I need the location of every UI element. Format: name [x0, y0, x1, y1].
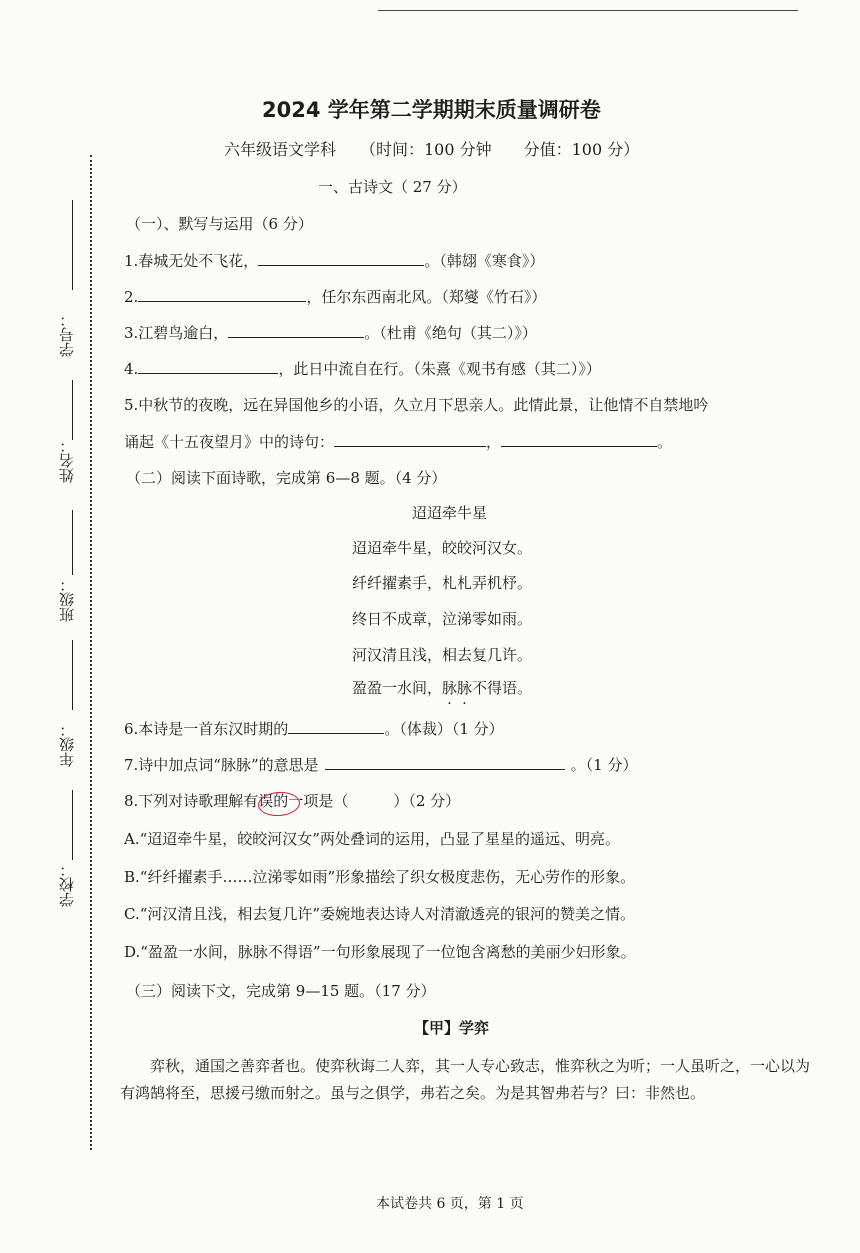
option-c: C.“河汉清且浅，相去复几许”委婉地表达诗人对清澈透亮的银河的赞美之情。 [124, 905, 636, 923]
poem-line-4: 河汉清且浅，相去复几许。 [352, 646, 533, 664]
q6-prompt: 6.本诗是一首东汉时期的 [124, 720, 289, 738]
q2-source: ，任尔东西南北风。（郑燮《竹石》） [306, 288, 547, 306]
q5-prompt: 诵起《十五夜望月》中的诗句： [124, 433, 335, 451]
q7-prompt: 7.诗中加点词“脉脉”的意思是 [124, 756, 319, 774]
question-3 [124, 322, 537, 344]
q1-prompt: 1.春城无处不飞花， [124, 252, 259, 270]
q4-answer-blank[interactable] [138, 359, 278, 374]
class-label: 班级： [58, 577, 76, 622]
question-2 [124, 286, 546, 308]
poem-line-3: 终日不成章，泣涕零如雨。 [352, 610, 533, 628]
q5-answer-blank-2[interactable] [501, 432, 657, 447]
page-title: 2024 学年第二学期期末质量调研卷 [262, 98, 601, 122]
subtitle: 六年级语文学科 （时间：100 分钟 分值：100 分） [224, 140, 640, 159]
q6-answer-blank[interactable] [288, 719, 384, 734]
q2-prompt: 2. [124, 288, 139, 306]
q4-source: ，此日中流自在行。（朱熹《观书有感（其二）》） [278, 360, 601, 378]
poem-line-5-start: 盈盈一水间， [352, 679, 443, 697]
poem-line-1: 迢迢牵牛星，皎皎河汉女。 [352, 539, 533, 557]
emphasis-char-1: 脉 [442, 679, 458, 697]
q3-answer-blank[interactable] [228, 323, 364, 338]
q5-period: 。 [657, 433, 673, 451]
part1-heading: （一）、默写与运用（6 分） [126, 215, 313, 233]
poem-line-5-end: 不得语。 [472, 679, 533, 697]
emphasis-char-2: 脉 [457, 679, 473, 697]
name-label: 姓名： [58, 438, 76, 483]
q3-source: 。（杜甫《绝句（其二）》） [364, 324, 537, 342]
option-a: A.“迢迢牵牛星，皎皎河汉女”两处叠词的运用，凸显了星星的遥远、明亮。 [124, 830, 620, 848]
id-underline [72, 200, 73, 290]
section-heading: 一、古诗文（ 27 分） [318, 178, 467, 196]
class-underline [72, 510, 73, 575]
q6-points: 。（体裁）（1 分） [384, 720, 504, 738]
poem-title: 迢迢牵牛星 [412, 504, 488, 522]
q7-points: 。（1 分） [570, 756, 638, 774]
question-8: 8.下列对诗歌理解有误的一项是（ ）（2 分） [124, 792, 461, 810]
q1-source: 。（韩翃《寒食》） [424, 252, 545, 270]
option-b: B.“纤纤擢素手……泣涕零如雨”形象描绘了织女极度悲伤，无心劳作的形象。 [124, 868, 636, 886]
poem-line-5 [352, 677, 532, 699]
option-d: D.“盈盈一水间，脉脉不得语”一句形象展现了一位饱含离愁的美丽少妇形象。 [124, 943, 636, 961]
q5-comma: ， [486, 433, 502, 451]
question-5-line1: 5.中秋节的夜晚，远在异国他乡的小语，久立月下思亲人。此情此景，让他情不自禁地吟 [124, 396, 709, 414]
grade-underline [72, 640, 73, 710]
q1-answer-blank[interactable] [258, 251, 424, 266]
question-4 [124, 358, 601, 380]
q7-answer-blank[interactable] [325, 755, 565, 770]
question-1 [124, 250, 544, 272]
part2-heading: （二）阅读下面诗歌，完成第 6—8 题。（4 分） [126, 469, 447, 487]
q2-answer-blank[interactable] [138, 287, 306, 302]
binding-dotted-line [90, 155, 92, 1150]
school-underline [72, 790, 73, 860]
scan-top-line [378, 10, 798, 11]
student-id-label: 学号： [58, 312, 76, 357]
q4-prompt: 4. [124, 360, 139, 378]
passage-title: 【甲】学弈 [414, 1019, 490, 1037]
page-footer: 本试卷共 6 页，第 1 页 [376, 1196, 524, 1212]
grade-label: 年级： [58, 722, 76, 767]
q3-prompt: 3.江碧鸟逾白， [124, 324, 229, 342]
question-7 [124, 754, 637, 776]
school-label: 学校： [58, 862, 76, 907]
part3-heading: （三）阅读下文，完成第 9—15 题。（17 分） [126, 982, 436, 1000]
poem-line-2: 纤纤擢素手，札札弄机杼。 [352, 574, 533, 592]
passage-text: 弈秋，通国之善弈者也。使弈秋诲二人弈，其一人专心致志，惟弈秋之为听；一人虽听之，一心以为有鸿鹄将至，思援弓缴而射之。虽与之俱学，弗若之矣。为是其智弗若与？曰：非然也。 [120, 1057, 811, 1102]
question-6 [124, 718, 504, 740]
name-underline [72, 380, 73, 440]
question-5-line2 [124, 431, 672, 453]
q5-answer-blank-1[interactable] [334, 432, 486, 447]
